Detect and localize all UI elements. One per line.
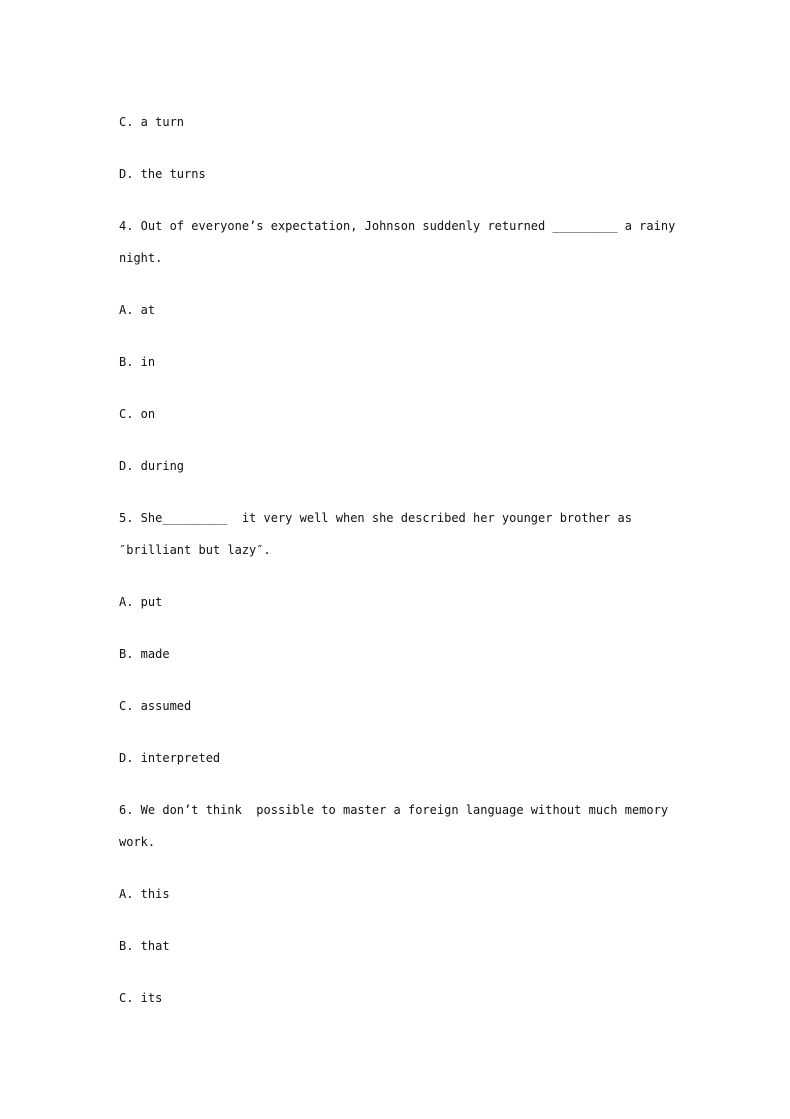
question-4-continuation: night. <box>119 251 163 265</box>
question-5-option-d: D. interpreted <box>119 751 221 765</box>
question-4-option-b: B. in <box>119 355 156 369</box>
option-d-the-turns: D. the turns <box>119 167 206 181</box>
question-6-option-c: C. its <box>119 991 163 1005</box>
question-4-option-c: C. on <box>119 407 156 421</box>
question-6-continuation: work. <box>119 835 156 849</box>
question-6-option-a: A. this <box>119 887 170 901</box>
question-5-option-b: B. made <box>119 647 170 661</box>
question-5-option-c: C. assumed <box>119 699 192 713</box>
question-4-text: 4. Out of everyone’s expectation, Johnson suddenly returned _________ a rainy <box>119 219 676 233</box>
question-6-text: 6. We don’t think possible to master a foreign language without much memory <box>119 803 669 817</box>
question-5-continuation: ″brilliant but lazy″. <box>119 543 271 557</box>
question-5-option-a: A. put <box>119 595 163 609</box>
question-4-option-d: D. during <box>119 459 185 473</box>
option-c-a-turn: C. a turn <box>119 115 185 129</box>
question-5-text: 5. She_________ it very well when she described her younger brother as <box>119 511 632 525</box>
question-6-option-b: B. that <box>119 939 170 953</box>
question-4-option-a: A. at <box>119 303 156 317</box>
